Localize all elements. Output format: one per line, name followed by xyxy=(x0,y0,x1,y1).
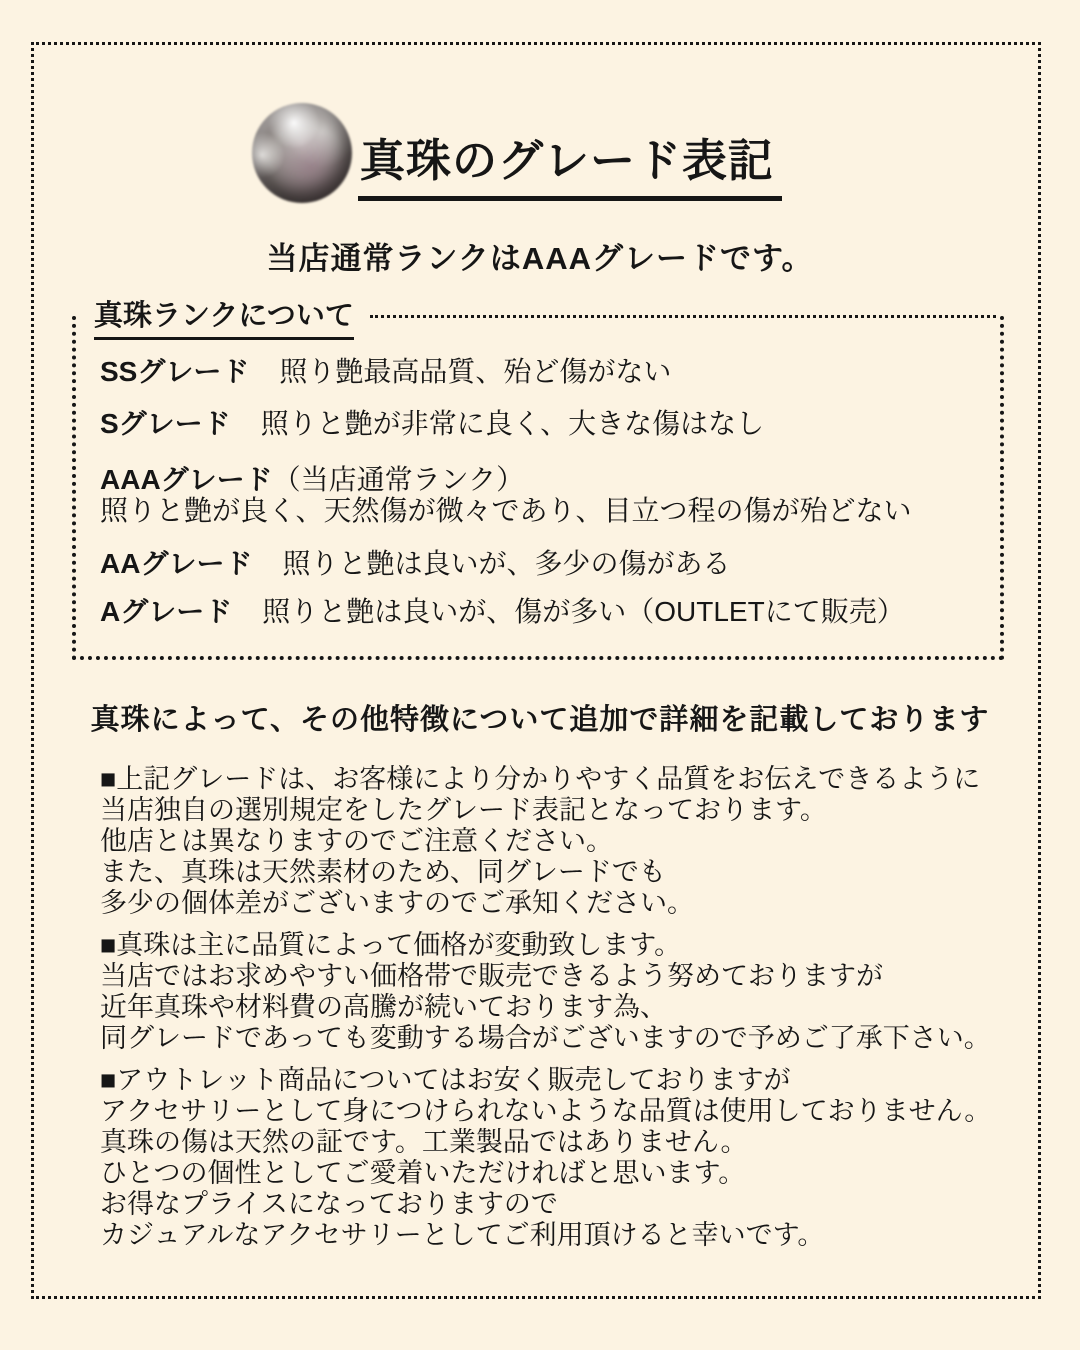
note-line: ひとつの個性としてご愛着いただければと思います。 xyxy=(100,1158,746,1188)
dotted-leader xyxy=(370,315,996,318)
note-line: 当店独自の選別規定をしたグレード表記となっております。 xyxy=(100,795,827,825)
grade-name: AAグレード xyxy=(100,548,253,579)
grade-suffix: （当店通常ランク） xyxy=(272,464,525,495)
page-title: 真珠のグレード表記 xyxy=(358,124,782,201)
note-paragraph-pricing xyxy=(100,930,1020,1054)
grade-row-aaa xyxy=(100,464,982,526)
note-line: 他店とは異なりますのでご注意ください。 xyxy=(100,826,613,856)
note-line: 真珠の傷は天然の証です。工業製品ではありません。 xyxy=(100,1127,748,1157)
note-line: 多少の個体差がございますのでご承知ください。 xyxy=(100,888,694,918)
grade-description: 照りと艶が非常に良く、大きな傷はなし xyxy=(260,408,765,439)
note-line: 近年真珠や材料費の高騰が続いております為、 xyxy=(100,992,667,1022)
section-heading: 真珠によって、その他特徴について追加で詳細を記載しております xyxy=(90,704,990,736)
note-line: ■上記グレードは、お客様により分かりやすく品質をお伝えできるように xyxy=(100,764,981,794)
note-line: お得なプライスになっておりますので xyxy=(100,1189,558,1219)
note-paragraph-outlet xyxy=(100,1065,1020,1251)
grade-name: SSグレード xyxy=(100,356,250,387)
grade-description: 照り艶最高品質、殆ど傷がない xyxy=(279,356,672,387)
rank-box-content xyxy=(76,316,1000,628)
rank-box xyxy=(72,299,1004,660)
grade-name: Aグレード xyxy=(100,596,233,627)
note-line: アクセサリーとして身につけられないような品質は使用しておりません。 xyxy=(100,1096,992,1126)
grade-name-line xyxy=(100,464,982,496)
rank-box-label: 真珠ランクについて xyxy=(94,293,354,340)
grade-description: 照りと艶は良いが、多少の傷がある xyxy=(282,548,731,579)
note-line: ■真珠は主に品質によって価格が変動致します。 xyxy=(100,930,682,960)
grade-row-ss xyxy=(100,356,982,388)
note-line: 同グレードであっても変動する場合がございますので予めご了承下さい。 xyxy=(100,1023,991,1053)
grade-name: AAAグレード xyxy=(100,464,273,495)
rank-box-header xyxy=(94,294,996,338)
note-paragraph-grades xyxy=(100,764,1020,919)
grade-description: 照りと艶は良いが、傷が多い（OUTLETにて販売） xyxy=(262,596,905,627)
grade-row-aa xyxy=(100,548,982,580)
notes-block xyxy=(100,764,1020,1251)
note-line: ■アウトレット商品についてはお安く販売しておりますが xyxy=(100,1065,791,1095)
grade-row-a xyxy=(100,596,982,628)
note-line: また、真珠は天然素材のため、同グレードでも xyxy=(100,857,666,887)
pearl-icon xyxy=(252,103,352,203)
page-subtitle: 当店通常ランクはAAAグレードです。 xyxy=(266,241,814,276)
note-line: 当店ではお求めやすい価格帯で販売できるよう努めておりますが xyxy=(100,961,883,991)
grade-row-s xyxy=(100,408,982,440)
note-line: カジュアルなアクセサリーとしてご利用頂けると幸いです。 xyxy=(100,1220,825,1250)
grade-name: Sグレード xyxy=(100,408,231,439)
grade-description: 照りと艶が良く、天然傷が微々であり、目立つ程の傷が殆どない xyxy=(100,495,912,526)
